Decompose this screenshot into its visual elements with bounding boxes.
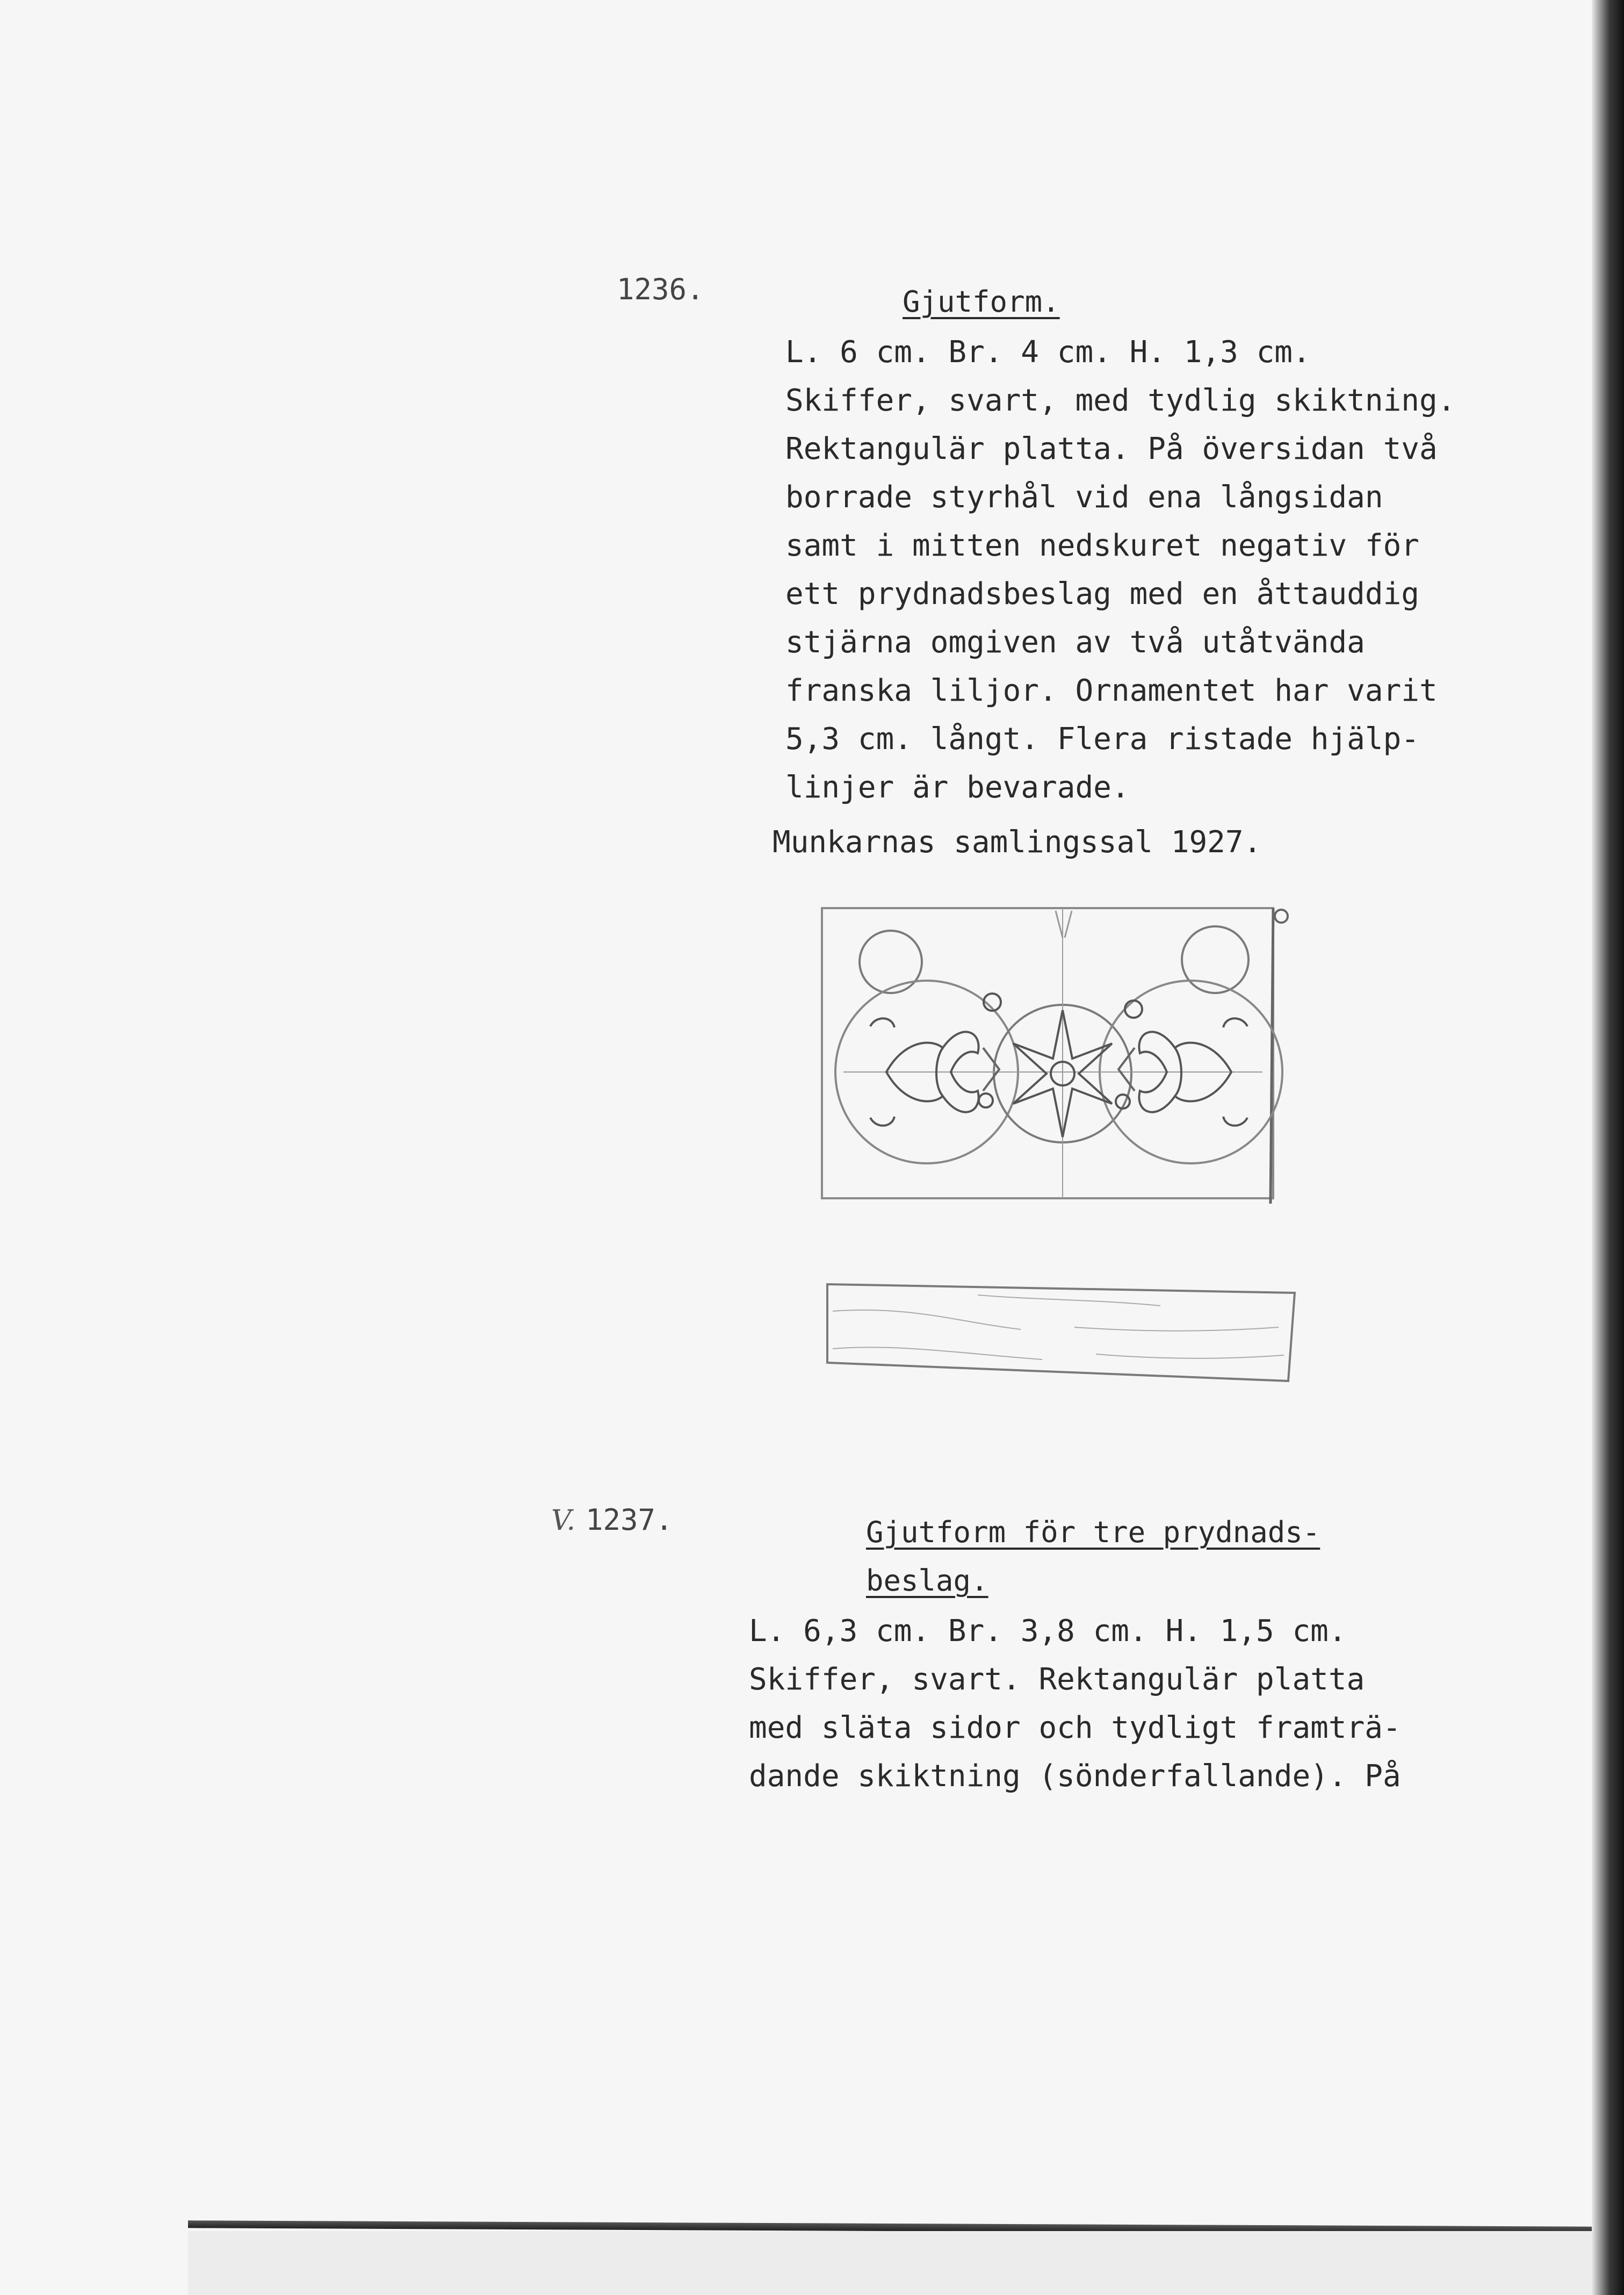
entry-1236-find-location: Munkarnas samlingssal 1927. [773, 825, 1262, 860]
entry-1237-line: L. 6,3 cm. Br. 3,8 cm. H. 1,5 cm. [749, 1614, 1347, 1649]
mould-top-view-sketch [806, 887, 1311, 1220]
entry-title-1237-line-1: Gjutform för tre prydnads- [866, 1515, 1320, 1549]
page-edge [1592, 0, 1624, 2295]
check-mark: V. [551, 1505, 575, 1537]
entry-1236-line: Rektangulär platta. På översidan två [785, 431, 1438, 466]
entry-1236-line: Skiffer, svart, med tydlig skiktning. [785, 383, 1456, 418]
page-bottom-margin [188, 2231, 1592, 2295]
mould-side-view-sketch [817, 1274, 1311, 1392]
entry-1237-line: med släta sidor och tydligt framträ- [749, 1710, 1401, 1745]
entry-1236-line: ett prydnadsbeslag med en åttauddig [785, 577, 1420, 611]
entry-1236-line: 5,3 cm. långt. Flera ristade hjälp- [785, 722, 1420, 757]
catalog-number-1236: 1236. [617, 272, 704, 306]
entry-1236-line: L. 6 cm. Br. 4 cm. H. 1,3 cm. [785, 335, 1311, 370]
entry-title-1236: Gjutform. [903, 285, 1060, 319]
entry-1236-line: borrade styrhål vid ena långsidan [785, 480, 1383, 515]
entry-1236-line: stjärna omgiven av två utåtvända [785, 625, 1365, 660]
catalog-number-1237: 1237. [586, 1503, 673, 1537]
entry-1236-line: samt i mitten nedskuret negativ för [785, 528, 1420, 563]
entry-1237-line: dande skiktning (sönderfallande). På [749, 1759, 1401, 1794]
entry-1236-line: franska liljor. Ornamentet har varit [785, 673, 1438, 708]
entry-1236-line: linjer är bevarade. [785, 770, 1130, 805]
entry-1237-line: Skiffer, svart. Rektangulär platta [749, 1662, 1365, 1697]
entry-title-1237-line-2: beslag. [866, 1564, 988, 1598]
